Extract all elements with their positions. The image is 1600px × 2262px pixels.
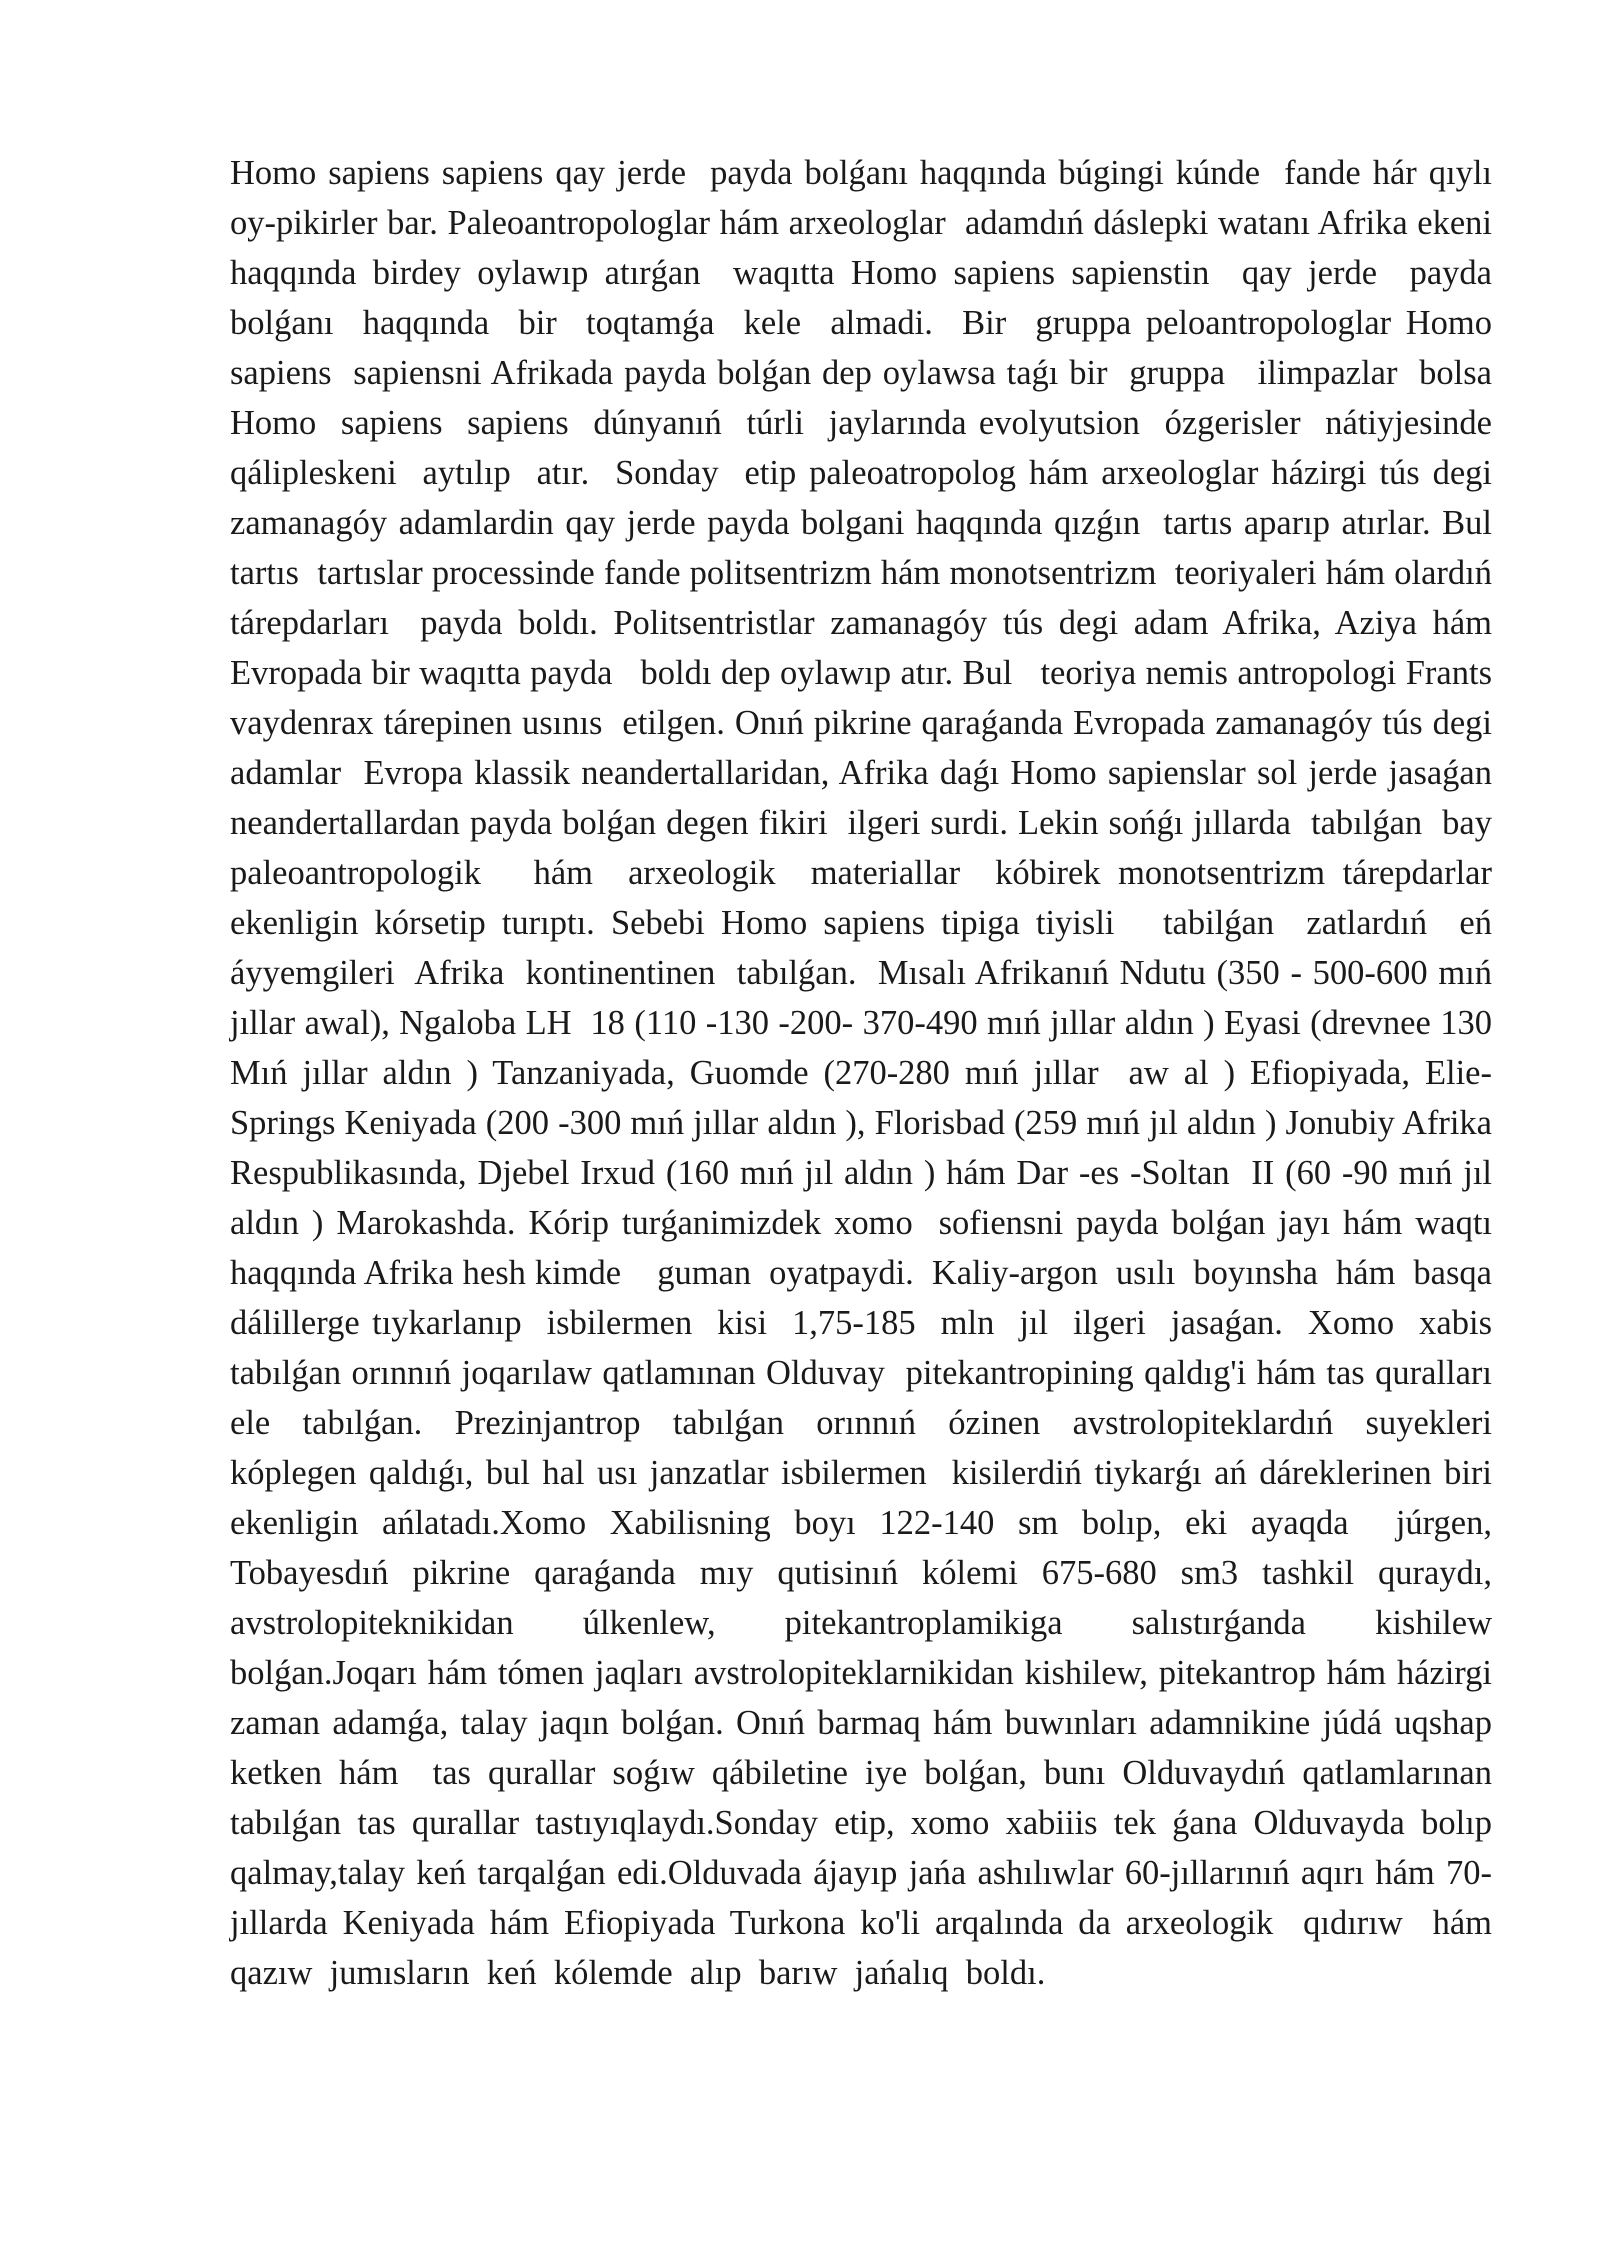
body-paragraph: Homo sapiens sapiens qay jerde payda bolǵanı haqqında búgingi kúnde fande hár qıylı oy-pikirler bar. Paleoantropologlar hám arxeologlar adamdıń dáslepki watanı Afrika ekeni haqqında birdey oylawıp atırǵan waqıtta Homo sapiens sapienstin qay jerde payda bolǵanı haqqında bir toqtamǵa kele almadi. Bir gruppa peloantropologlar Homo sapiens sapiensni Afrikada payda bolǵan dep oylawsa taǵı bir gruppa ilimpazlar bolsa Homo sapiens sapiens dúnyanıń túrli jaylarında evolyutsion ózgerisler nátiyjesinde qáliplеskeni aytılıp atır. Sonday etip paleoatropolog hám arxeologlar házirgi tús degi zamanagóy adamlardin qay jerde payda bolgani haqqında qızǵın tartıs aparıp atırlar. Bul tartıs tartıslar processinde fande politsentrizm hám monotsentrizm teoriyaleri hám olardıń tárepdarları payda boldı. Politsentristlar zamanagóy tús degi adam Afrika, Aziya hám Evropada bir waqıtta payda boldı dep oylawıp atır. Bul teoriya nemis antropologi Frants vaydenrax tárepinen usınıs etilgen. Onıń pikrine qaraǵanda Evropada zamanagóy tús degi adamlar Evropa klassik neandertallaridan, Afrika daǵı Homo sapienslar sol jerde jasaǵan neandertallardan payda bolǵan degen fikiri ilgeri surdi. Lekin sońǵı jıllarda tabılǵan bay paleoantropologik hám arxeologik materiallar kóbirek monotsentrizm tárepdarlar ekenligin kórsetip turıptı. Sebebi Homo sapiens tipiga tiyisli tabilǵan zatlardıń eń áyyemgileri Afrika kontinentinen tabılǵan. Mısalı Afrikanıń Ndutu (350 - 500-600 mıń jıllar awal), Ngaloba LH 18 (110 -130 -200- 370-490 mıń jıllar aldın ) Eyasi (drevnee 130 Mıń jıllar aldın ) Tanzaniyada, Guomde (270-280 mıń jıllar aw al ) Efiopiyada, Elie-Springs Keniyada (200 -300 mıń jıllar aldın ), Florisbad (259 mıń jıl aldın ) Jonubiy Afrika Respublikasında, Djebel Irxud (160 mıń jıl aldın ) hám Dar -es -Soltan II (60 -90 mıń jıl aldın ) Marokashda. Kórip turǵanimizdek xomo sofiensni payda bolǵan jayı hám waqtı haqqında Afrika hesh kimde guman oyatpaydi. Kaliy-argon usılı boyınsha hám basqa dálillerge tıykarlanıp isbilermen kisi 1,75-185 mln jıl ilgeri jasaǵan. Xomo xabis tabılǵan orınnıń joqarılaw qatlamınan Olduvay pitekantropining qaldıg'i hám tas quralları ele tabılǵan. Prezinjantrop tabılǵan orınnıń ózinen avstrolopiteklardıń suyekleri kóplegen qaldıǵı, bul hal usı janzatlar isbilermen kisilerdiń tiykarǵı ań dáreklerinen biri ekenligin ańlatadı.Xomo Xabilisning boyı 122-140 sm bolıp, eki ayaqda júrgen, Tobayesdıń pikrine qaraǵanda mıy qutisinıń kólemi 675-680 sm3 tashkil quraydı, avstrolopiteknikidan úlkenlew, pitekantroplamikiga salıstırǵanda kishilew bolǵan.Joqarı hám tómen jaqları avstrolopiteklarnikidan kishilew, pitekantrop hám házirgi zaman adamǵa, talay jaqın bolǵan. Onıń barmaq hám buwınları adamnikine júdá uqshap ketken hám tas qurallar soǵıw qábiletine iye bolǵan, bunı Olduvaydıń qatlamlarınan tabılǵan tas qurallar tastıyıqlaydı.Sonday etip, xomo xabiiis tek ǵana Olduvayda bolıp qalmay,talay keń tarqalǵan edi.Olduvada ájayıp jańa ashılıwlar 60-jıllarınıń aqırı hám 70-jıllarda Keniyada hám Efiopiyada Turkona ko'li arqalında da arxeologik qıdırıw hám qazıw jumısların keń kólemde alıp barıw jańalıq boldı. [230,154,1510,1992]
